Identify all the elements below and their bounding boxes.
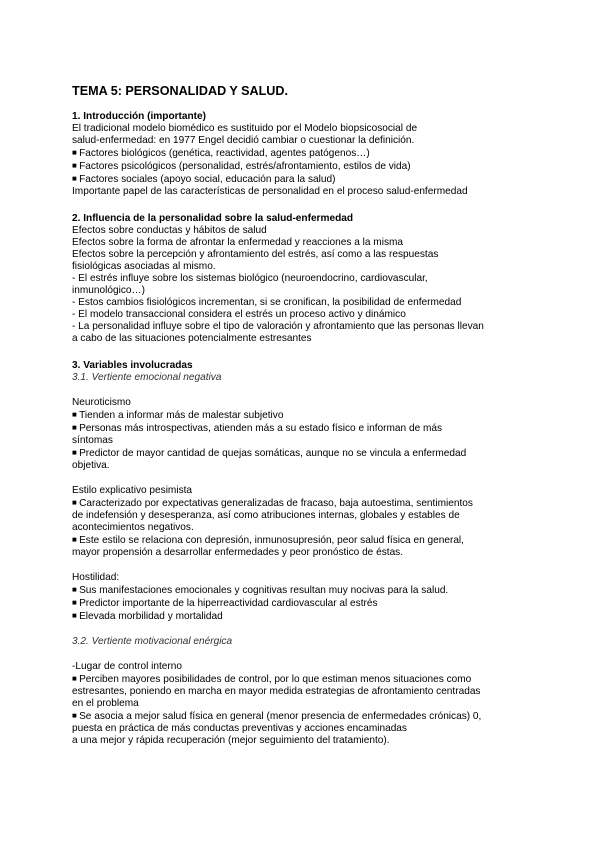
s1-bullet: ■ Factores biológicos (genética, reactividad, agentes patógenos…) <box>72 147 532 160</box>
estilo-bullet: ■ Este estilo se relaciona con depresión, inmunosupresión, peor salud física en general, <box>72 534 532 547</box>
hostilidad-bullet: ■ Elevada morbilidad y mortalidad <box>72 610 532 623</box>
document-title: TEMA 5: PERSONALIDAD Y SALUD. <box>72 84 288 98</box>
control-bullet-cont: a una mejor y rápida recuperación (mejor seguimiento del tratamiento). <box>72 735 390 746</box>
s2-line: Efectos sobre la percepción y afrontamiento del estrés, así como a las respuestas <box>72 249 439 260</box>
section-1-heading: 1. Introducción (importante) <box>72 111 207 122</box>
control-bullet-cont: en el problema <box>72 698 139 709</box>
neuroticismo-bullet-cont: síntomas <box>72 435 113 446</box>
neuroticismo-label: Neuroticismo <box>72 397 131 408</box>
s2-line: - El estrés influye sobre los sistemas biológico (neuroendocrino, cardiovascular, <box>72 273 428 284</box>
control-bullet: ■ Perciben mayores posibilidades de control, por lo que estiman menos situaciones como <box>72 673 532 686</box>
control-label: -Lugar de control interno <box>72 661 182 672</box>
control-bullet: ■ Se asocia a mejor salud física en general (menor presencia de enfermedades crónicas) 0, <box>72 710 532 723</box>
s2-line: - La personalidad influye sobre el tipo de valoración y afrontamiento que las personas llevan <box>72 321 484 332</box>
s1-closing: Importante papel de las características de personalidad en el proceso salud-enfermedad <box>72 186 468 197</box>
subsection-3-1-heading: 3.1. Vertiente emocional negativa <box>72 372 222 383</box>
hostilidad-bullet: ■ Predictor importante de la hiperreactividad cardiovascular al estrés <box>72 597 532 610</box>
s1-bullet: ■ Factores sociales (apoyo social, educación para la salud) <box>72 173 532 186</box>
s2-line: - El modelo transaccional considera el estrés un proceso activo y dinámico <box>72 309 406 320</box>
estilo-label: Estilo explicativo pesimista <box>72 485 193 496</box>
neuroticismo-bullet: ■ Predictor de mayor cantidad de quejas somáticas, aunque no se vincula a enfermedad <box>72 447 532 460</box>
neuroticismo-bullet: ■ Tienden a informar más de malestar subjetivo <box>72 409 532 422</box>
document-page <box>72 84 532 747</box>
hostilidad-bullet: ■ Sus manifestaciones emocionales y cognitivas resultan muy nocivas para la salud. <box>72 584 532 597</box>
section-3-heading: 3. Variables involucradas <box>72 360 193 371</box>
estilo-bullet-cont: de indefensión y desesperanza, así como atribuciones internas, globales y estables de <box>72 510 460 521</box>
s2-line: - Estos cambios fisiológicos incrementan, si se cronifican, la posibilidad de enfermedad <box>72 297 462 308</box>
hostilidad-label: Hostilidad: <box>72 572 120 583</box>
estilo-bullet-cont: acontecimientos negativos. <box>72 522 194 533</box>
control-bullet-cont: estresantes, poniendo en marcha en mayor medida estrategias de afrontamiento centradas <box>72 686 481 697</box>
neuroticismo-bullet: ■ Personas más introspectivas, atienden más a su estado físico e informan de más <box>72 422 532 435</box>
s2-line: a cabo de las situaciones potencialmente estresantes <box>72 333 312 344</box>
s2-line: inmunológico…) <box>72 285 145 296</box>
estilo-bullet: ■ Caracterizado por expectativas generalizadas de fracaso, baja autoestima, sentimientos <box>72 497 532 510</box>
s1-line: El tradicional modelo biomédico es sustituido por el Modelo biopsicosocial de <box>72 123 418 134</box>
subsection-3-2-heading: 3.2. Vertiente motivacional enérgica <box>72 636 233 647</box>
s2-line: Efectos sobre conductas y hábitos de salud <box>72 225 267 236</box>
s2-line: fisiológicas asociadas al mismo. <box>72 261 216 272</box>
s1-line: salud-enfermedad: en 1977 Engel decidió cambiar o cuestionar la definición. <box>72 135 415 146</box>
s1-bullet: ■ Factores psicológicos (personalidad, estrés/afrontamiento, estilos de vida) <box>72 160 532 173</box>
neuroticismo-bullet-cont: objetiva. <box>72 460 110 471</box>
estilo-bullet-cont: mayor propensión a desarrollar enfermedades y peor pronóstico de éstas. <box>72 547 404 558</box>
s2-line: Efectos sobre la forma de afrontar la enfermedad y reacciones a la misma <box>72 237 404 248</box>
section-2-heading: 2. Influencia de la personalidad sobre la salud-enfermedad <box>72 213 354 224</box>
control-bullet-cont: puesta en práctica de más conductas preventivas y acciones encaminadas <box>72 723 407 734</box>
